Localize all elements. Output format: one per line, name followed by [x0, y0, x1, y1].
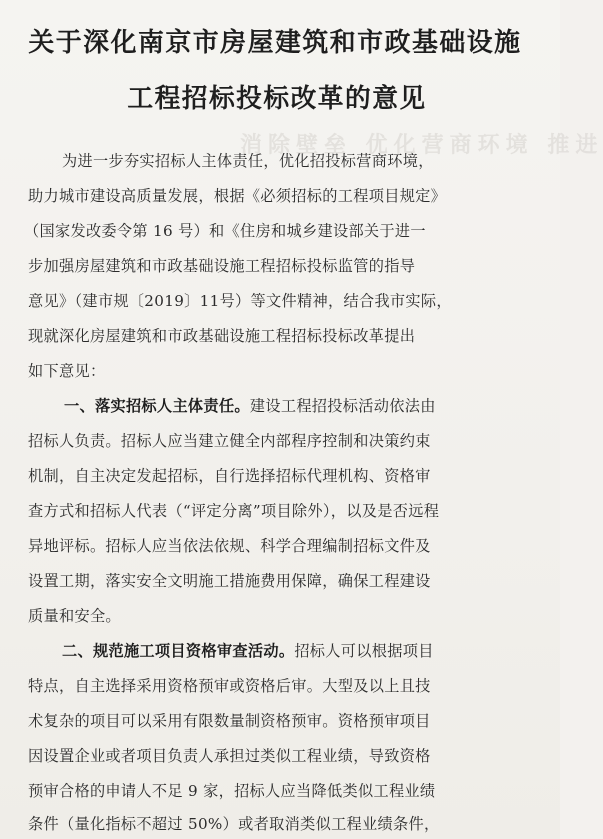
bleed-through-text: 消除壁垒 优化营商环境 推进: [240, 133, 603, 158]
section-2-line-6: 条件（量化指标不超过 50%）或者取消类似工程业绩条件，: [28, 815, 440, 833]
preamble-line-7: 如下意见：: [28, 362, 106, 380]
preamble-line-2: 助力城市建设高质量发展，根据《必须招标的工程项目规定》: [28, 187, 447, 205]
title-line-1: 关于深化南京市房屋建筑和市政基础设施: [28, 28, 522, 58]
section-1-line-1: [64, 395, 436, 416]
section-1-line-6: 设置工期，落实安全文明施工措施费用保障，确保工程建设: [28, 572, 431, 590]
preamble-line-1: 为进一步夯实招标人主体责任，优化招投标营商环境，: [62, 152, 434, 170]
section-2-heading: 二、规范施工项目资格审查活动。: [62, 642, 295, 660]
section-1-line-1-text: 建设工程招投标活动依法由: [249, 397, 436, 415]
preamble-line-6: 现就深化房屋建筑和市政基础设施工程招标投标改革提出: [28, 327, 416, 345]
preamble-line-5: 意见》（建市规〔2019〕11号）等文件精神，结合我市实际，: [28, 292, 452, 310]
section-1-line-2: 招标人负责。招标人应当建立健全内部程序控制和决策约束: [28, 432, 431, 450]
preamble-line-4: 步加强房屋建筑和市政基础设施工程招标投标监管的指导: [28, 257, 416, 275]
section-1-line-3: 机制，自主决定发起招标，自行选择招标代理机构、资格审: [28, 467, 431, 485]
title-line-2: 工程招标投标改革的意见: [127, 84, 427, 114]
section-2-line-3: 术复杂的项目可以采用有限数量制资格预审。资格预审项目: [28, 712, 431, 730]
section-1-heading: 一、落实招标人主体责任。: [64, 397, 250, 415]
section-1-line-5: 异地评标。招标人应当依法依规、科学合理编制招标文件及: [28, 537, 431, 555]
section-2-line-1-text: 招标人可以根据项目: [294, 642, 434, 660]
document-title: [0, 0, 560, 130]
section-2-line-4: 因设置企业或者项目负责人承担过类似工程业绩，导致资格: [28, 747, 431, 765]
preamble-line-3: （国家发改委令第 16 号）和《住房和城乡建设部关于进一: [24, 222, 426, 240]
section-2-line-1: [62, 640, 434, 661]
section-2-line-2: 特点，自主选择采用资格预审或资格后审。大型及以上且技: [28, 677, 431, 695]
section-2-line-5: 预审合格的申请人不足 9 家，招标人应当降低类似工程业绩: [28, 782, 436, 800]
section-1-line-7: 质量和安全。: [28, 607, 121, 625]
section-1-line-4: 查方式和招标人代表（“评定分离”项目除外），以及是否远程: [28, 502, 440, 520]
